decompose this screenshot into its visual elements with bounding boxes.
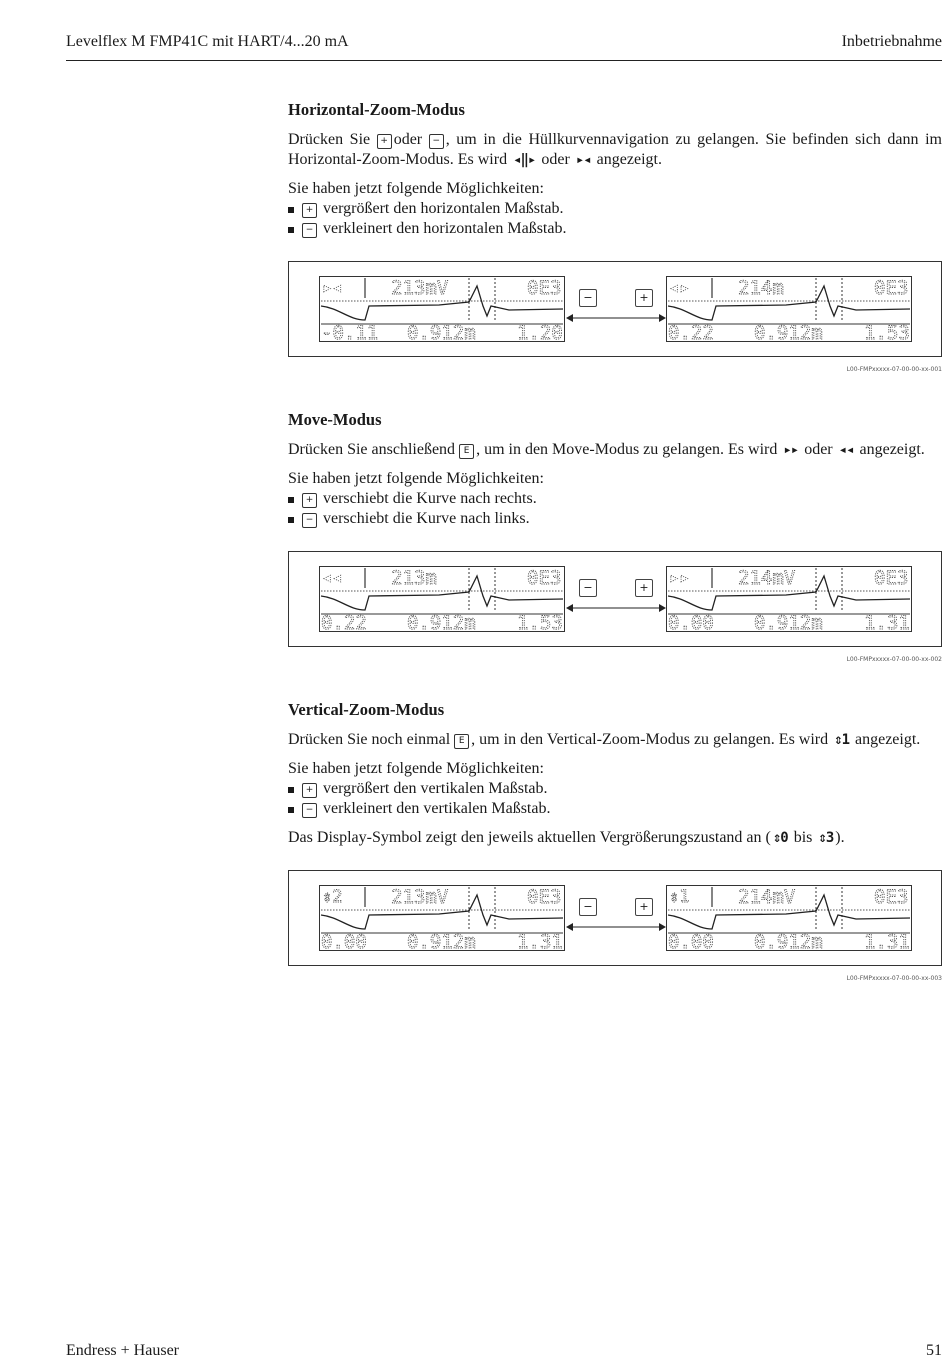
text: Das Display-Symbol zeigt den jeweils aktuellen Vergrößerungszustand an ( <box>288 829 771 846</box>
plus-key-icon: + <box>377 134 392 149</box>
header-product-title: Levelflex M FMP41C mit HART/4...20 mA <box>66 33 349 50</box>
minus-key-icon: − <box>302 223 317 238</box>
page-number: 51 <box>926 1342 942 1359</box>
lcd-signal-value: 214m <box>738 277 784 299</box>
lcd-signal-value: 213mV <box>391 886 449 908</box>
paragraph <box>288 440 942 460</box>
lcd-range-start: 0.22 <box>321 612 367 632</box>
lcd-display <box>666 566 912 632</box>
bullet-icon <box>288 517 294 523</box>
options-list <box>288 199 942 239</box>
header-chapter-title: Inbetriebnahme <box>841 33 942 50</box>
lcd-display <box>319 276 565 342</box>
lcd-range-end: 1.53 <box>517 612 563 632</box>
text: , um in den Move-Modus zu gelangen. Es wird <box>476 441 782 458</box>
minus-key-icon: − <box>579 898 597 916</box>
lcd-range-start: 0.00 <box>321 931 367 951</box>
lcd-mode-symbol: ▸▸ <box>669 568 690 588</box>
minus-key-icon: − <box>302 513 317 528</box>
lcd-exponent: 0E3 <box>874 567 909 589</box>
lcd-exponent: 0E3 <box>527 886 562 908</box>
paragraph <box>288 730 942 750</box>
options-list <box>288 779 942 819</box>
lcd-distance: 0.912m <box>407 931 476 951</box>
lcd-mode-symbol: ⇕1 <box>669 887 690 907</box>
lcd-signal-value: 213mV <box>391 277 449 299</box>
vertical-zoom-0-symbol-icon: ⇕0 <box>772 830 788 846</box>
lcd-distance: 0.912m <box>754 612 823 632</box>
text: verkleinert den horizontalen Maßstab. <box>319 220 567 237</box>
lcd-range-end: 1.31 <box>864 612 910 632</box>
plus-key-icon: + <box>302 493 317 508</box>
enter-key-icon: E <box>459 444 474 459</box>
text: oder <box>800 441 837 458</box>
plus-key-icon: + <box>302 203 317 218</box>
text: angezeigt. <box>855 441 925 458</box>
section-title: Vertical-Zoom-Modus <box>288 700 445 719</box>
list-item <box>288 509 942 529</box>
text: oder <box>393 131 429 148</box>
footer-company: Endress + Hauser <box>66 1342 179 1359</box>
text: , um in den Vertical-Zoom-Modus zu gelangen. Es wird <box>471 731 833 748</box>
paragraph <box>288 130 942 170</box>
lcd-mode-symbol: ◂◂ <box>322 568 343 588</box>
lcd-range-end: 1.31 <box>517 931 563 951</box>
double-arrow-icon <box>566 917 666 925</box>
section-title: Move-Modus <box>288 410 382 429</box>
lcd-mode-symbol: ▸◂ <box>322 278 343 298</box>
figure-code: L00-FMPxxxxx-07-00-00-xx-001 <box>846 366 942 373</box>
figure-code: L00-FMPxxxxx-07-00-00-xx-003 <box>846 975 942 982</box>
lcd-exponent: 0E3 <box>527 277 562 299</box>
lcd-signal-value: 214mV <box>738 567 796 589</box>
text: vergrößert den horizontalen Maßstab. <box>319 200 564 217</box>
options-intro: Sie haben jetzt folgende Möglichkeiten: <box>288 760 544 777</box>
options-intro: Sie haben jetzt folgende Möglichkeiten: <box>288 180 544 197</box>
lcd-range-start: -0.11 <box>321 322 379 342</box>
plus-key-icon: + <box>635 579 653 597</box>
plus-key-icon: + <box>302 783 317 798</box>
lcd-distance: 0.912m <box>407 322 476 342</box>
text: Drücken Sie noch einmal <box>288 731 455 748</box>
text: , um in die Hüllkurvennavigation zu gelangen. Sie befinden sich dann im Horizontal-Zoom-Modus. Es wird <box>288 131 943 168</box>
display-figure <box>288 261 942 357</box>
text: angezeigt. <box>851 731 921 748</box>
lcd-range-end: 1.31 <box>864 931 910 951</box>
lcd-panel-before <box>319 566 565 632</box>
lcd-panel-after <box>666 885 912 951</box>
display-figure <box>288 551 942 647</box>
text: verkleinert den vertikalen Maßstab. <box>319 800 551 817</box>
lcd-display <box>666 885 912 951</box>
lcd-exponent: 0E3 <box>874 277 909 299</box>
figure-code: L00-FMPxxxxx-07-00-00-xx-002 <box>846 656 942 663</box>
plus-key-icon: + <box>635 289 653 307</box>
text: oder <box>537 151 574 168</box>
bullet-icon <box>288 227 294 233</box>
display-figure <box>288 870 942 966</box>
lcd-display <box>666 276 912 342</box>
lcd-panel-after <box>666 566 912 632</box>
list-item <box>288 799 942 819</box>
move-right-symbol-icon: ▸▸ <box>783 442 799 458</box>
lcd-mode-symbol: ⇕2 <box>322 887 343 907</box>
text: vergrößert den vertikalen Maßstab. <box>319 780 548 797</box>
vertical-zoom-3-symbol-icon: ⇕3 <box>818 830 834 846</box>
text: angezeigt. <box>592 151 662 168</box>
bullet-icon <box>288 807 294 813</box>
lcd-panel-after <box>666 276 912 342</box>
bullet-icon <box>288 207 294 213</box>
lcd-distance: 0.912m <box>407 612 476 632</box>
lcd-exponent: 0E3 <box>527 567 562 589</box>
section-vertical-zoom <box>288 700 942 989</box>
plus-key-icon: + <box>635 898 653 916</box>
list-item <box>288 489 942 509</box>
lcd-display <box>319 885 565 951</box>
minus-key-icon: − <box>302 803 317 818</box>
lcd-range-end: 1.53 <box>864 322 910 342</box>
minus-key-icon: − <box>429 134 444 149</box>
text: verschiebt die Kurve nach rechts. <box>319 490 537 507</box>
horizontal-zoom-symbol-icon: ◂‖▸ <box>513 152 536 168</box>
list-item <box>288 219 942 239</box>
options-list <box>288 489 942 529</box>
paragraph <box>288 828 942 848</box>
section-horizontal-zoom <box>288 100 942 380</box>
move-left-symbol-icon: ◂◂ <box>838 442 854 458</box>
text: Drücken Sie <box>288 131 377 148</box>
lcd-signal-value: 213m <box>391 567 437 589</box>
lcd-range-end: 1.20 <box>517 322 563 342</box>
lcd-panel-before <box>319 276 565 342</box>
double-arrow-icon <box>566 308 666 316</box>
list-item <box>288 199 942 219</box>
text: ). <box>835 829 845 846</box>
options-intro: Sie haben jetzt folgende Möglichkeiten: <box>288 470 544 487</box>
list-item <box>288 779 942 799</box>
lcd-distance: 0.912m <box>754 322 823 342</box>
lcd-distance: 0.912m <box>754 931 823 951</box>
page-content <box>288 100 942 1019</box>
double-arrow-icon <box>566 598 666 606</box>
lcd-range-start: 0.00 <box>668 931 714 951</box>
section-move <box>288 410 942 670</box>
lcd-display <box>319 566 565 632</box>
lcd-signal-value: 214mV <box>738 886 796 908</box>
horizontal-zoom-alt-symbol-icon: ▸◂ <box>575 152 591 168</box>
bullet-icon <box>288 787 294 793</box>
bullet-icon <box>288 497 294 503</box>
section-title: Horizontal-Zoom-Modus <box>288 100 465 119</box>
lcd-exponent: 0E3 <box>874 886 909 908</box>
header-rule <box>66 60 942 61</box>
minus-key-icon: − <box>579 579 597 597</box>
text: verschiebt die Kurve nach links. <box>319 510 530 527</box>
text: bis <box>789 829 817 846</box>
lcd-mode-symbol: ◂▸ <box>669 278 690 298</box>
vertical-zoom-symbol-icon: ⇕1 <box>834 732 849 748</box>
text: Drücken Sie anschließend <box>288 441 460 458</box>
lcd-range-start: 0.00 <box>668 612 714 632</box>
enter-key-icon: E <box>454 734 469 749</box>
lcd-panel-before <box>319 885 565 951</box>
minus-key-icon: − <box>579 289 597 307</box>
lcd-range-start: 0.22 <box>668 322 714 342</box>
